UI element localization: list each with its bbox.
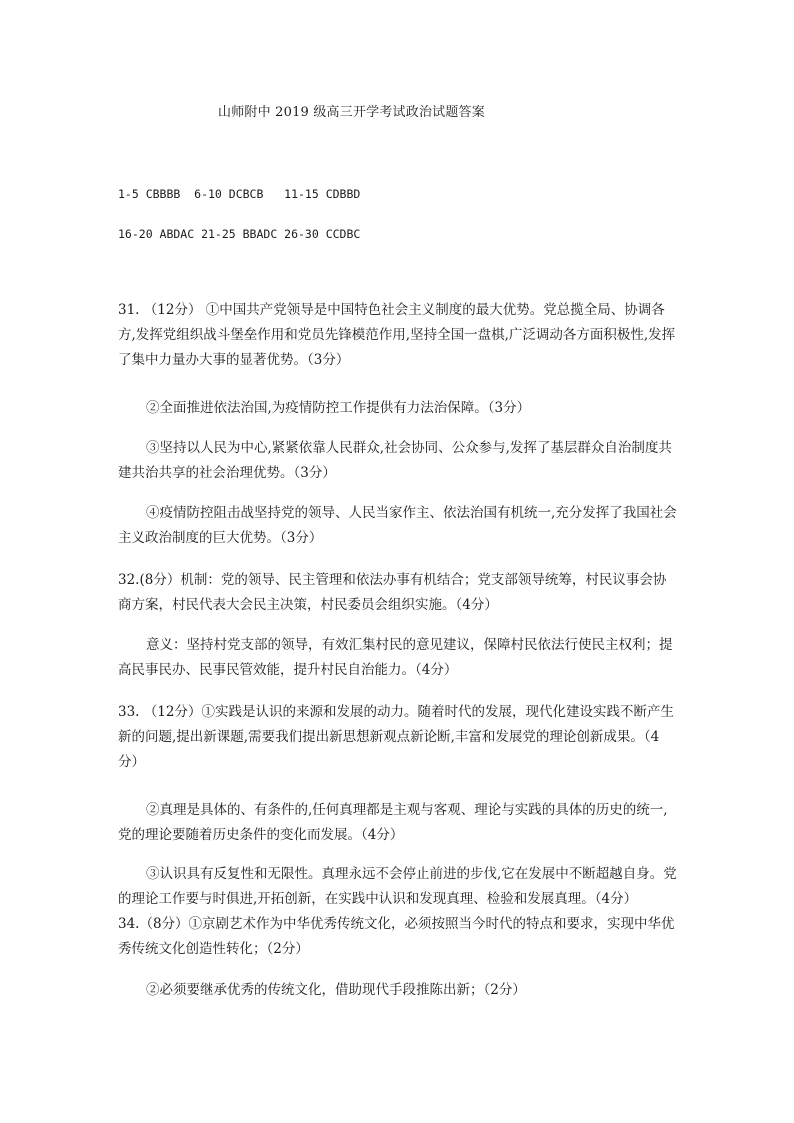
- q31-paragraph-4: [118, 501, 678, 551]
- q31-p3-text: ③坚持以人民为中心,紧紧依靠人民群众,社会协同、公众参与,发挥了基层群众自治制度共建共治共享的社会治理优势。（3分）: [118, 440, 672, 481]
- q33-paragraph-2: [118, 798, 678, 848]
- q34-p2-text: ②必须要继承优秀的传统文化，借助现代手段推陈出新；（2分）: [146, 982, 526, 998]
- mc-answers-line-1: 1-5 CBBBB 6-10 DCBCB 11-15 CDBBD: [118, 187, 361, 201]
- q33-p2-text: ②真理是具体的、有条件的,任何真理都是主观与客观、理论与实践的具体的历史的统一,党的理论要随着历史条件的变化而发展。（4分）: [118, 802, 668, 843]
- q31-paragraph-3: [118, 436, 678, 486]
- q32-p2-text: 意义：坚持村党支部的领导，有效汇集村民的意见建议，保障村民依法行使民主权利；提高民事民办、民事民管效能，提升村民自治能力。（4分）: [118, 637, 673, 678]
- q31-paragraph-2: [118, 396, 678, 421]
- q33-paragraph-3: [118, 862, 678, 912]
- q31-p2-text: ②全面推进依法治国,为疫情防控工作提供有力法治保障。（3分）: [146, 400, 531, 416]
- q31-paragraph-1: 31. （12分） ①中国共产党领导是中国特色社会主义制度的最大优势。党总揽全局、协调各方,发挥党组织战斗堡垒作用和党员先锋模范作用,坚持全国一盘棋,广泛调动各方面积极性,发挥了集中力量办大事的显著优势。（3分）: [118, 302, 676, 368]
- q33-p3-text: ③认识具有反复性和无限性。真理永远不会停止前进的步伐,它在发展中不断超越自身。党的理论工作要与时俱进,开拓创新，在实践中认识和发现真理、检验和发展真理。（4分）: [118, 866, 677, 907]
- q34-paragraph-1: 34.（8分）①京剧艺术作为中华优秀传统文化，必须按照当今时代的特点和要求，实现中华优秀传统文化创造性转化；（2分）: [118, 916, 675, 957]
- q32-paragraph-1: 32.(8分）机制：党的领导、民主管理和依法办事有机结合；党支部领导统筹，村民议事会协商方案，村民代表大会民主决策，村民委员会组织实施。（4分）: [118, 572, 667, 613]
- q32-paragraph-2: [118, 633, 678, 683]
- q33-paragraph-1: 33. （12分）①实践是认识的来源和发展的动力。随着时代的发展，现代化建设实践不断产生新的问题,提出新课题,需要我们提出新思想新观点新论断,丰富和发展党的理论创新成果。（4分）: [118, 704, 674, 770]
- q31-p4-text: ④疫情防控阻击战坚持党的领导、人民当家作主、依法治国有机统一,充分发挥了我国社会主义政治制度的巨大优势。（3分）: [118, 505, 677, 546]
- mc-answers-line-2: 16-20 ABDAC 21-25 BBADC 26-30 CCDBC: [118, 227, 361, 241]
- document-title: 山师附中 2019 级高三开学考试政治试题答案: [218, 105, 485, 120]
- q34-paragraph-2: [118, 978, 678, 1003]
